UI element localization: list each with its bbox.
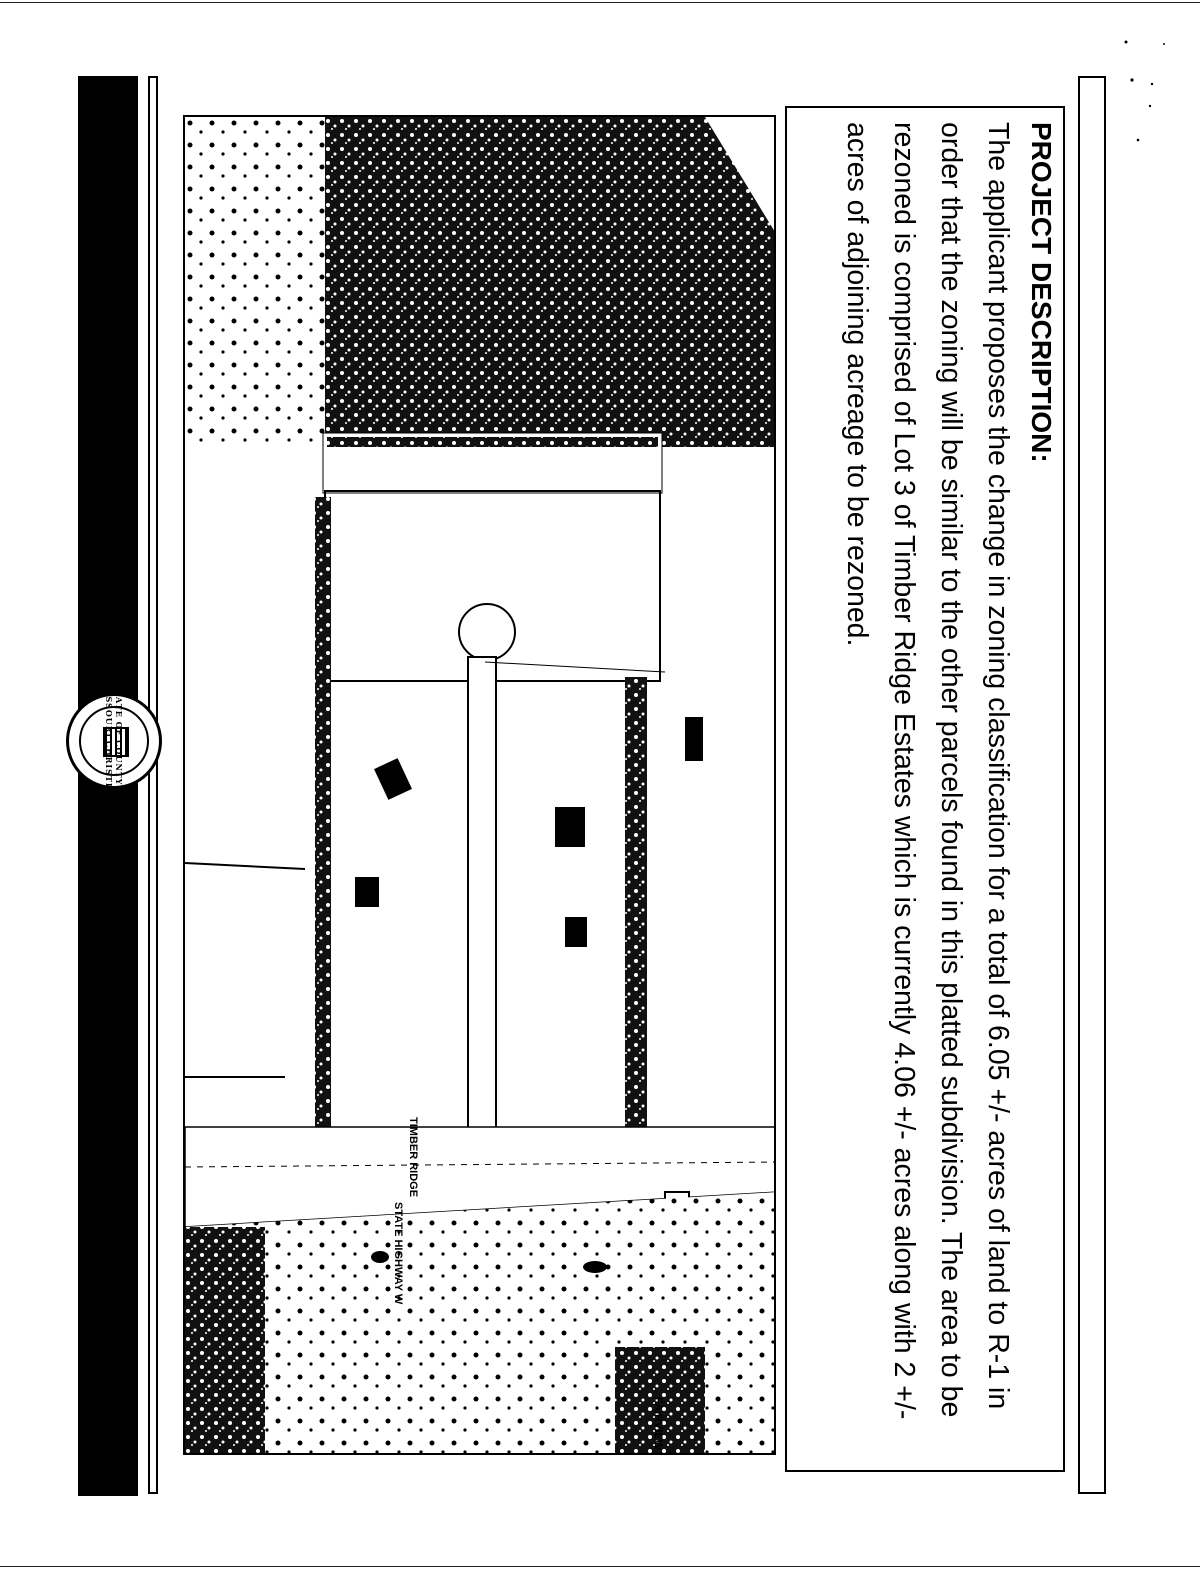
tree-row-right [625, 677, 647, 1147]
bottom-scan-edge [0, 1566, 1200, 1567]
cul-de-sac [459, 604, 515, 660]
slide-right-rule [1078, 76, 1106, 1494]
subdivision-street [468, 657, 496, 1167]
house-2 [374, 758, 412, 800]
tree-row-left [315, 497, 331, 1197]
street-label: TIMBER RIDGE [407, 1117, 419, 1198]
house-3 [685, 717, 703, 761]
seal-bottom-text: COUNTY OF CHRISTIAN [104, 740, 124, 804]
aerial-photo-drawing [185, 117, 776, 1455]
scan-specks [1120, 30, 1180, 150]
woodland-area [325, 117, 776, 447]
section-paragraph: The applicant proposes the change in zoning classification for a total of 6.05 +/- acres of land to R-1 in order that the zoning will be similar to the other parcels found in this platted subdivision. The area to be rezoned is comprised of Lot 3 of Timber Ridge Estates which is currently 4.06 +/- acres along with 2 +/- acres of adjoining acreage to be rezoned. [841, 122, 1014, 1420]
road-label: FAIRVIEW [652, 1397, 664, 1450]
house-5 [355, 877, 379, 907]
section-heading: PROJECT DESCRIPTION: [1026, 122, 1057, 463]
highway-label: STATE HIGHWAY W [392, 1202, 404, 1305]
seal-top-text: STATE OF MISSOURI [104, 681, 124, 739]
project-description-content [787, 108, 1065, 1472]
top-scan-edge [0, 2, 1200, 3]
slide-left-rule [148, 76, 158, 1494]
house-4 [565, 917, 587, 947]
aerial-photo [183, 115, 776, 1455]
sparse-trees [185, 117, 325, 447]
county-seal [66, 681, 162, 804]
south-woods [185, 1227, 265, 1455]
project-description-box [785, 106, 1065, 1472]
house-1 [555, 807, 585, 847]
